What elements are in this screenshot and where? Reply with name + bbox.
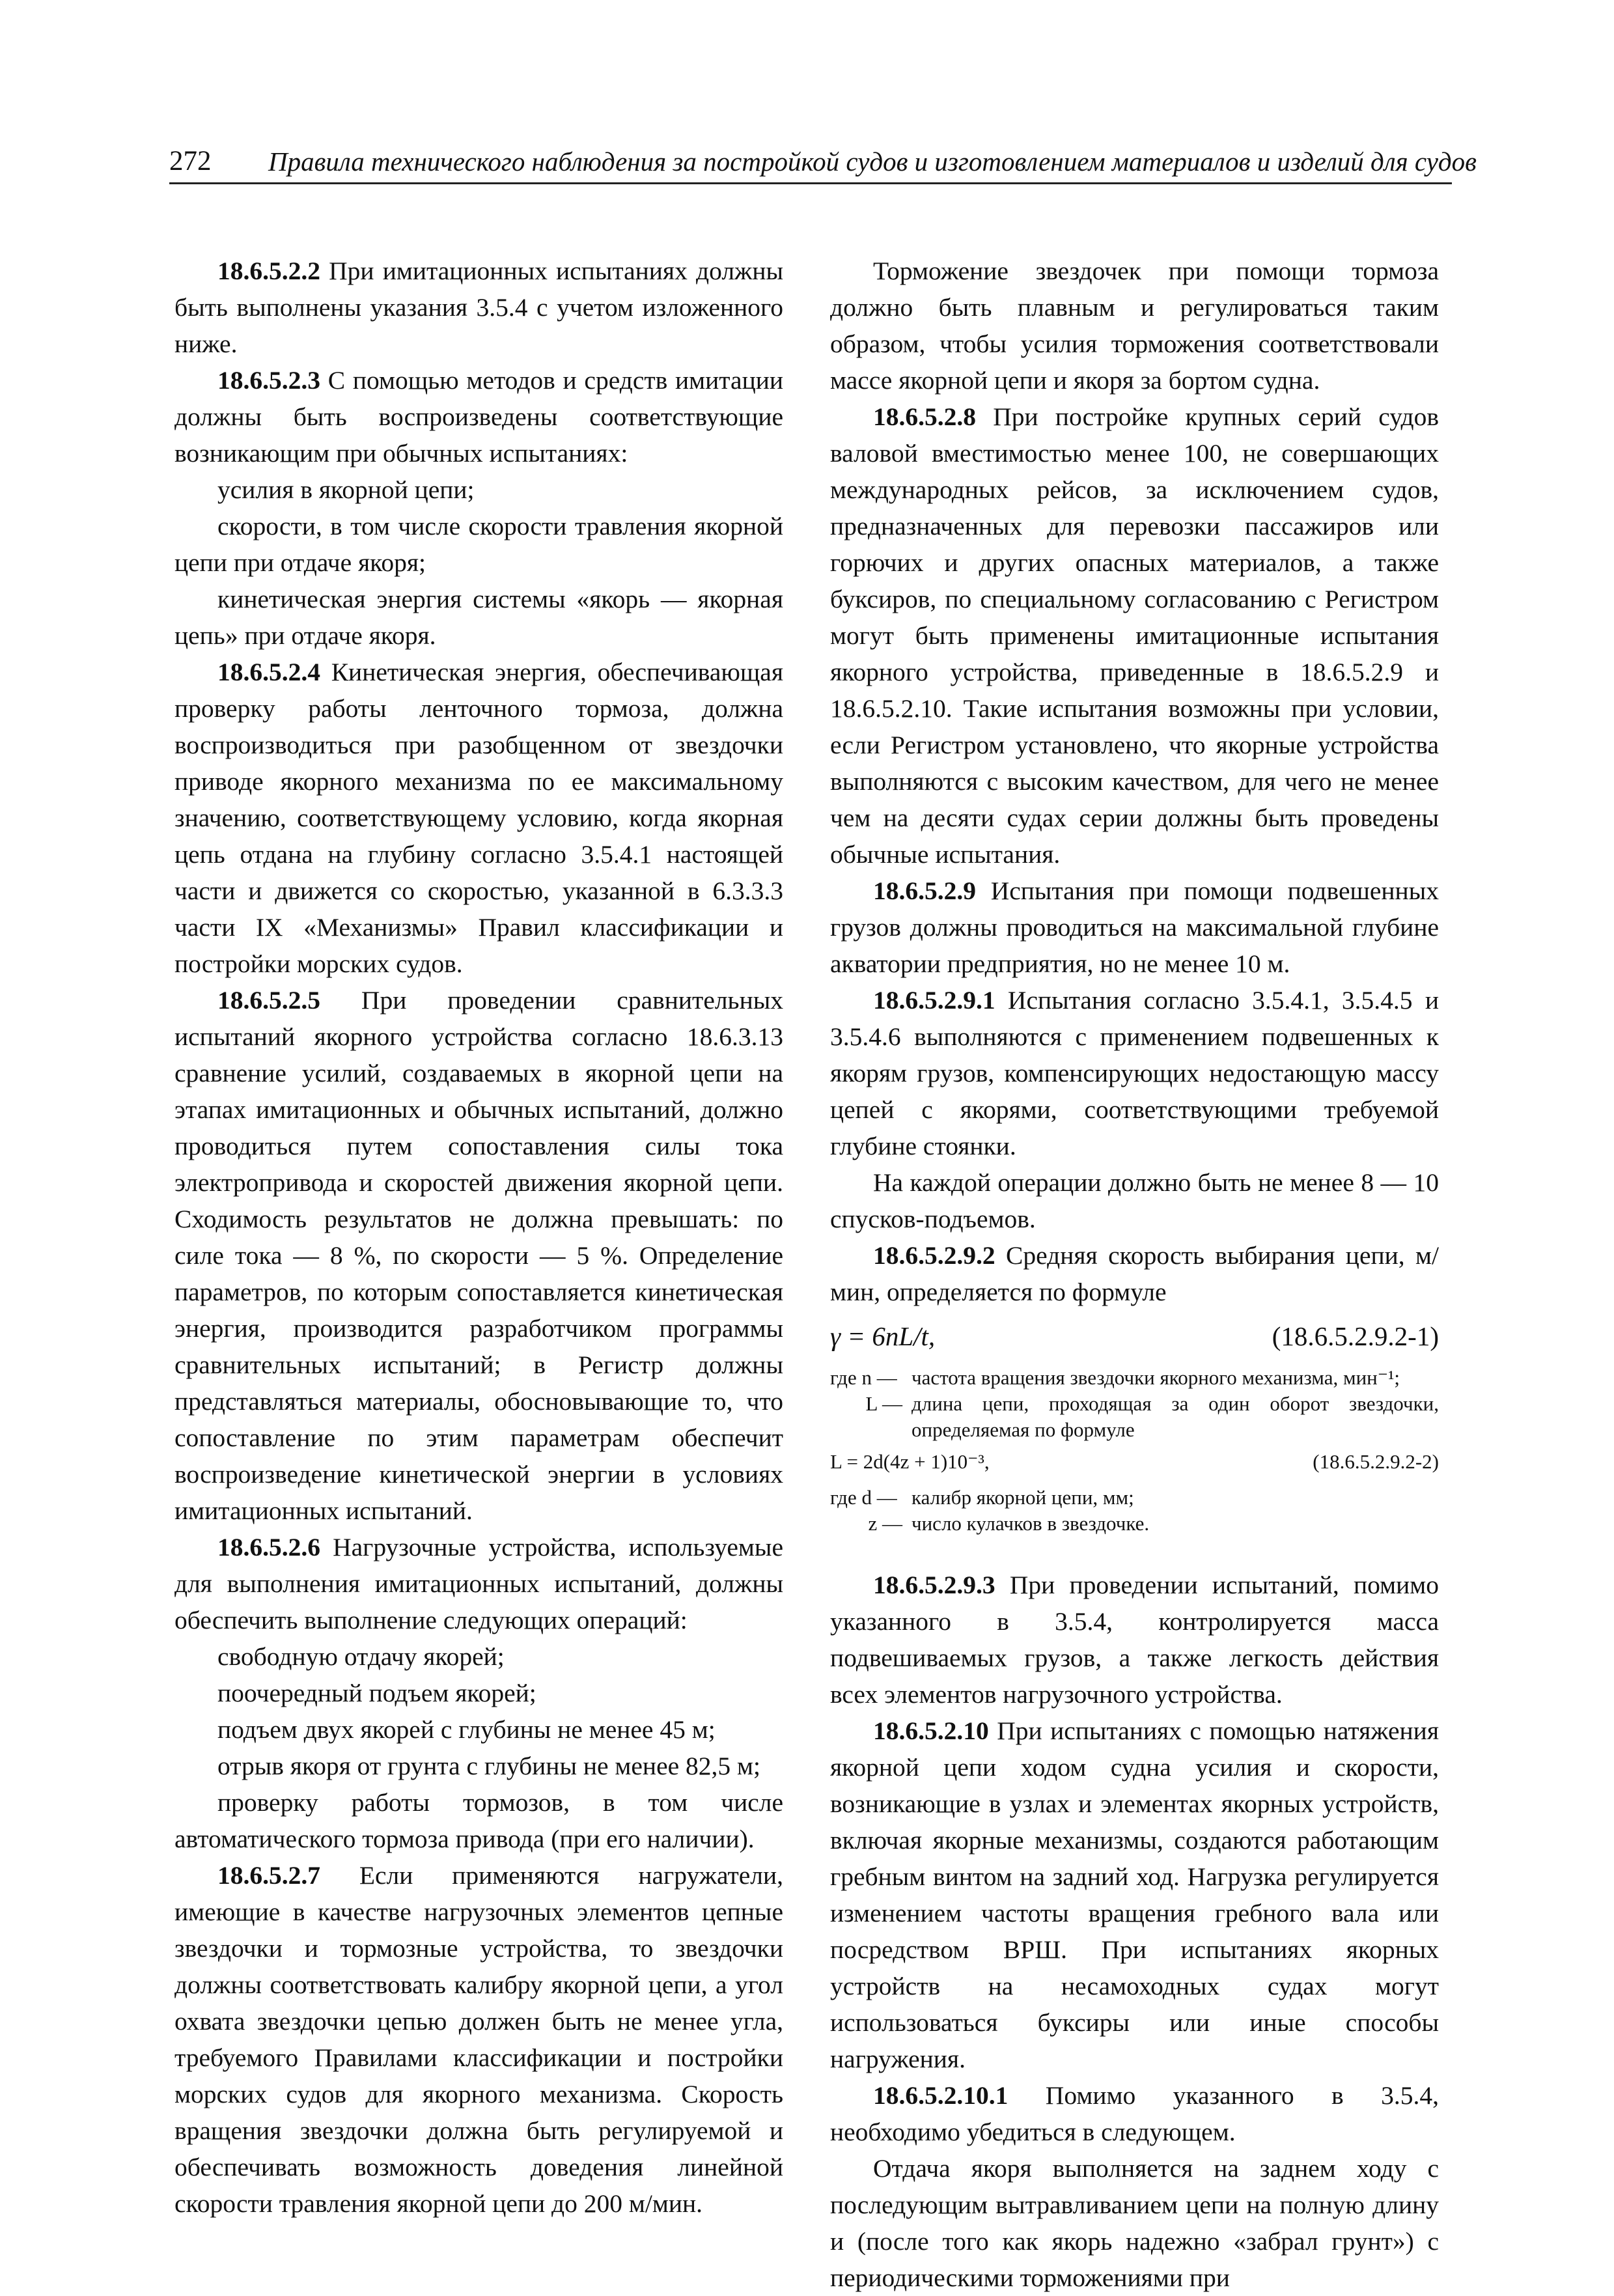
clause-number: 18.6.5.2.10 bbox=[873, 1716, 989, 1745]
clause-paragraph bbox=[174, 1529, 783, 1638]
clause-number: 18.6.5.2.9 bbox=[873, 876, 976, 905]
definition-label: z — bbox=[868, 1512, 902, 1535]
paragraph bbox=[174, 1638, 783, 1675]
clause-number: 18.6.5.2.4 bbox=[217, 658, 320, 686]
paragraph-text: При проведении сравнительных испытаний якорного устройства согласно 18.6.3.13 сравнение усилий, создаваемых в якорной цепи на этапах имитационных и обычных испытаний, должно проводиться путем сопоставления силы тока электропривода и скоростей движения якорной цепи. Сходимость результатов не должна превышать: по силе тока — 8 %, по скорости — 5 %. Определение параметров, по которым сопоставляется кинетическая энергия, производится разработчиком программы сравнительных испытаний; в Регистр должны представляться материалы, обосновывающие то, что сопоставление по этим параметрам обеспечит воспроизведение кинетической энергии в условиях имитационных испытаний. bbox=[174, 986, 783, 1525]
formula-2-number: (18.6.5.2.9.2-2) bbox=[1313, 1450, 1439, 1473]
paragraph bbox=[174, 471, 783, 508]
clause-paragraph bbox=[174, 253, 783, 362]
clause-number: 18.6.5.2.8 bbox=[873, 402, 976, 431]
paragraph-text: Помимо указанного в 3.5.4, необходимо убедиться в следующем. bbox=[830, 2081, 1439, 2146]
clause-paragraph bbox=[174, 982, 783, 1529]
definition-label: где d — bbox=[830, 1486, 897, 1509]
spacer bbox=[830, 1537, 1439, 1567]
clause-paragraph bbox=[830, 1713, 1439, 2077]
paragraph bbox=[174, 1675, 783, 1711]
formula-2-expression: L = 2d(4z + 1)10⁻³, bbox=[830, 1450, 990, 1473]
formula-1 bbox=[830, 1318, 1439, 1360]
paragraph-text: Если применяются нагружатели, имеющие в качестве нагрузочных элементов цепные звездочки и тормозные устройства, то звездочки должны соответствовать калибру якорной цепи, а угол охвата звездочки цепью должен быть не менее угла, требуемого Правилами классификации и постройки морских судов для якорного механизма. Скорость вращения звездочки должна быть регулируемой и обеспечивать возможность доведения линейной скорости травления якорной цепи до 200 м/мин. bbox=[174, 1861, 783, 2218]
paragraph bbox=[830, 253, 1439, 399]
paragraph-text: кинетическая энергия системы «якорь — якорная цепь» при отдаче якоря. bbox=[174, 585, 783, 650]
page-number: 272 bbox=[169, 146, 212, 176]
right-column bbox=[830, 253, 1439, 2296]
clause-paragraph bbox=[830, 1237, 1439, 1310]
paragraph bbox=[174, 1784, 783, 1857]
definition-row bbox=[830, 1485, 1439, 1511]
clause-number: 18.6.5.2.10.1 bbox=[873, 2081, 1009, 2110]
paragraph bbox=[174, 1711, 783, 1748]
clause-paragraph bbox=[830, 982, 1439, 1164]
paragraph-text: подъем двух якорей с глубины не менее 45 м; bbox=[217, 1715, 716, 1744]
definition-label: L — bbox=[865, 1392, 902, 1415]
definitions-1 bbox=[830, 1365, 1439, 1443]
paragraph-text: поочередный подъем якорей; bbox=[217, 1679, 536, 1707]
clause-paragraph bbox=[830, 2077, 1439, 2150]
definition-text: длина цепи, проходящая за один оборот звездочки, определяемая по формуле bbox=[911, 1392, 1439, 1441]
paragraph-text: Отдача якоря выполняется на заднем ходу с последующим вытравливанием цепи на полную длину и (после того как якорь надежно «забрал грунт») с периодическими торможениями при bbox=[830, 2154, 1439, 2292]
paragraph-text: С помощью методов и средств имитации должны быть воспроизведены соответствующие возникающим при обычных испытаниях: bbox=[174, 366, 783, 468]
right-column-top bbox=[830, 253, 1439, 1310]
clause-number: 18.6.5.2.9.3 bbox=[873, 1571, 995, 1599]
paragraph-text: свободную отдачу якорей; bbox=[217, 1642, 505, 1671]
clause-paragraph bbox=[174, 1857, 783, 2222]
paragraph-text: Кинетическая энергия, обеспечивающая проверку работы ленточного тормоза, должна воспроизводиться при разобщенном от звездочки приводе якорного механизма по ее максимальному значению, соответствующему условию, когда якорная цепь отдана на глубину согласно 3.5.4.1 настоящей части и движется со скоростью, указанной в 6.3.3.3 части IX «Механизмы» Правил классификации и постройки морских судов. bbox=[174, 658, 783, 978]
clause-paragraph bbox=[830, 1567, 1439, 1713]
clause-paragraph bbox=[174, 362, 783, 471]
definition-text: частота вращения звездочки якорного механизма, мин⁻¹; bbox=[911, 1366, 1400, 1389]
paragraph-text: Средняя скорость выбирания цепи, м/мин, определяется по формуле bbox=[830, 1241, 1439, 1306]
paragraph-text: отрыв якоря от грунта с глубины не менее 82,5 м; bbox=[217, 1752, 760, 1780]
formula-1-expression: γ = 6nL/t, bbox=[830, 1321, 936, 1351]
paragraph bbox=[174, 508, 783, 581]
paragraph-text: При постройке крупных серий судов валовой вместимостью менее 100, не совершающих международных рейсов, за исключением судов, предназначенных для перевозки пассажиров или горючих и других опасных материалов, а также буксиров, по специальному согласованию с Регистром могут быть применены имитационные испытания якорного устройства, приведенные в 18.6.5.2.9 и 18.6.5.2.10. Такие испытания возможны при условии, если Регистром установлено, что якорные устройства выполняются с высоким качеством, для чего не менее чем на десяти судах серии должны быть проведены обычные испытания. bbox=[830, 402, 1439, 869]
definition-text: калибр якорной цепи, мм; bbox=[911, 1486, 1134, 1509]
right-column-bottom bbox=[830, 1567, 1439, 2296]
definition-label: где n — bbox=[830, 1366, 897, 1389]
left-column bbox=[174, 253, 783, 2222]
clause-number: 18.6.5.2.7 bbox=[217, 1861, 320, 1890]
definition-row bbox=[830, 1511, 1439, 1537]
definition-text: число кулачков в звездочке. bbox=[911, 1512, 1150, 1535]
paragraph bbox=[174, 581, 783, 654]
clause-number: 18.6.5.2.9.2 bbox=[873, 1241, 995, 1270]
clause-paragraph bbox=[830, 873, 1439, 982]
page-header bbox=[169, 142, 1477, 184]
paragraph bbox=[830, 1164, 1439, 1237]
formula-1-number: (18.6.5.2.9.2-1) bbox=[1272, 1321, 1439, 1351]
definition-row bbox=[830, 1365, 1439, 1391]
clause-number: 18.6.5.2.9.1 bbox=[873, 986, 995, 1015]
clause-paragraph bbox=[830, 399, 1439, 873]
paragraph-text: Испытания при помощи подвешенных грузов должны проводиться на максимальной глубине акватории предприятия, но не менее 10 м. bbox=[830, 876, 1439, 978]
paragraph-text: При испытаниях с помощью натяжения якорной цепи ходом судна усилия и скорости, возникающие в узлах и элементах якорных устройств, включая якорные механизмы, создаются работающим гребным винтом на задний ход. Нагрузка регулируется изменением частоты вращения гребного вала или посредством ВРШ. При испытаниях якорных устройств на несамоходных судах могут использоваться буксиры или иные способы нагружения. bbox=[830, 1716, 1439, 2073]
paragraph-text: проверку работы тормозов, в том числе автоматического тормоза привода (при его наличии). bbox=[174, 1788, 783, 1853]
paragraph-text: скорости, в том числе скорости травления якорной цепи при отдаче якоря; bbox=[174, 512, 783, 577]
paragraph-text: Торможение звездочек при помощи тормоза должно быть плавным и регулироваться таким образом, чтобы усилия торможения соответствовали массе якорной цепи и якоря за бортом судна. bbox=[830, 257, 1439, 395]
clause-paragraph bbox=[174, 654, 783, 982]
clause-number: 18.6.5.2.5 bbox=[217, 986, 320, 1015]
paragraph bbox=[830, 2150, 1439, 2296]
running-title: Правила технического наблюдения за постройкой судов и изготовлением материалов и изделий для судов bbox=[268, 147, 1477, 176]
clause-number: 18.6.5.2.3 bbox=[217, 366, 320, 395]
definitions-2 bbox=[830, 1485, 1439, 1537]
clause-number: 18.6.5.2.6 bbox=[217, 1533, 320, 1561]
paragraph-text: При проведении испытаний, помимо указанного в 3.5.4, контролируется масса подвешиваемых грузов, а также легкость действия всех элементов нагрузочного устройства. bbox=[830, 1571, 1439, 1709]
paragraph-text: Испытания согласно 3.5.4.1, 3.5.4.5 и 3.5.4.6 выполняются с применением подвешенных к якорям грузов, компенсирующих недостающую массу цепей с якорями, соответствующими требуемой глубине стоянки. bbox=[830, 986, 1439, 1160]
formula-2 bbox=[830, 1447, 1439, 1481]
definition-row bbox=[830, 1391, 1439, 1443]
paragraph-text: Нагрузочные устройства, используемые для выполнения имитационных испытаний, должны обеспечить выполнение следующих операций: bbox=[174, 1533, 783, 1634]
paragraph-text: При имитационных испытаниях должны быть выполнены указания 3.5.4 с учетом изложенного ниже. bbox=[174, 257, 783, 358]
paragraph bbox=[174, 1748, 783, 1784]
paragraph-text: усилия в якорной цепи; bbox=[217, 475, 475, 504]
clause-number: 18.6.5.2.2 bbox=[217, 257, 320, 285]
paragraph-text: На каждой операции должно быть не менее 8 — 10 спусков-подъемов. bbox=[830, 1168, 1439, 1233]
